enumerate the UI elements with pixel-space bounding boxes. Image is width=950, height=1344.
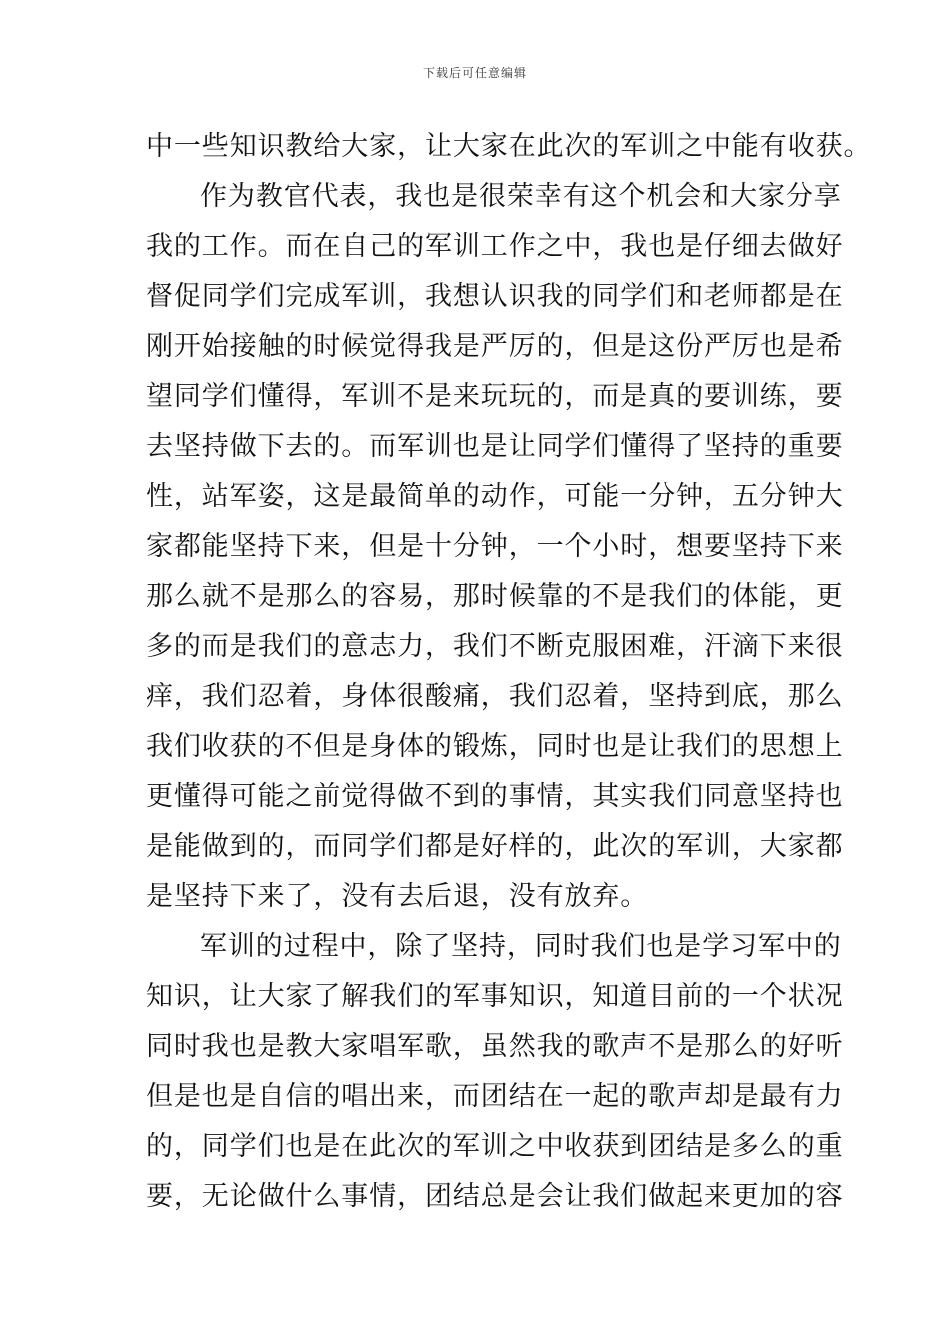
body-line: 同时我也是教大家唱军歌，虽然我的歌声不是那么的好听	[146, 1031, 844, 1062]
body-line: 多的而是我们的意志力，我们不断克服困难，汗滴下来很	[146, 631, 844, 662]
body-line: 望同学们懂得，军训不是来玩玩的，而是真的要训练，要	[146, 381, 844, 412]
body-line: 更懂得可能之前觉得做不到的事情，其实我们同意坚持也	[146, 781, 844, 812]
body-line: 刚开始接触的时候觉得我是严厉的，但是这份严厉也是希	[146, 331, 844, 362]
page-header: 下载后可任意编辑	[422, 66, 527, 80]
body-line: 那么就不是那么的容易，那时候靠的不是我们的体能，更	[146, 581, 844, 612]
body-line: 是坚持下来了，没有去后退，没有放弃。	[146, 881, 649, 912]
body-line: 痒，我们忍着，身体很酸痛，我们忍着，坚持到底，那么	[146, 681, 844, 712]
paragraph-first-line: 军训的过程中，除了坚持，同时我们也是学习军中的	[200, 931, 842, 962]
body-line: 的，同学们也是在此次的军训之中收获到团结是多么的重	[146, 1131, 844, 1162]
body-line: 知识，让大家了解我们的军事知识，知道目前的一个状况	[146, 981, 844, 1012]
paragraph-first-line: 作为教官代表，我也是很荣幸有这个机会和大家分享	[200, 181, 842, 212]
body-line: 家都能坚持下来，但是十分钟，一个小时，想要坚持下来	[146, 531, 844, 562]
body-line: 但是也是自信的唱出来，而团结在一起的歌声却是最有力	[146, 1081, 844, 1112]
body-line: 是能做到的，而同学们都是好样的，此次的军训，大家都	[146, 831, 844, 862]
body-line: 我们收获的不但是身体的锻炼，同时也是让我们的思想上	[146, 731, 844, 762]
body-line: 要，无论做什么事情，团结总是会让我们做起来更加的容	[146, 1181, 844, 1212]
body-line: 督促同学们完成军训，我想认识我的同学们和老师都是在	[146, 281, 844, 312]
body-line: 我的工作。而在自己的军训工作之中，我也是仔细去做好	[146, 231, 844, 262]
body-line: 性，站军姿，这是最简单的动作，可能一分钟，五分钟大	[146, 481, 844, 512]
body-line: 去坚持做下去的。而军训也是让同学们懂得了坚持的重要	[146, 431, 844, 462]
body-line: 中一些知识教给大家，让大家在此次的军训之中能有收获。	[146, 131, 872, 162]
